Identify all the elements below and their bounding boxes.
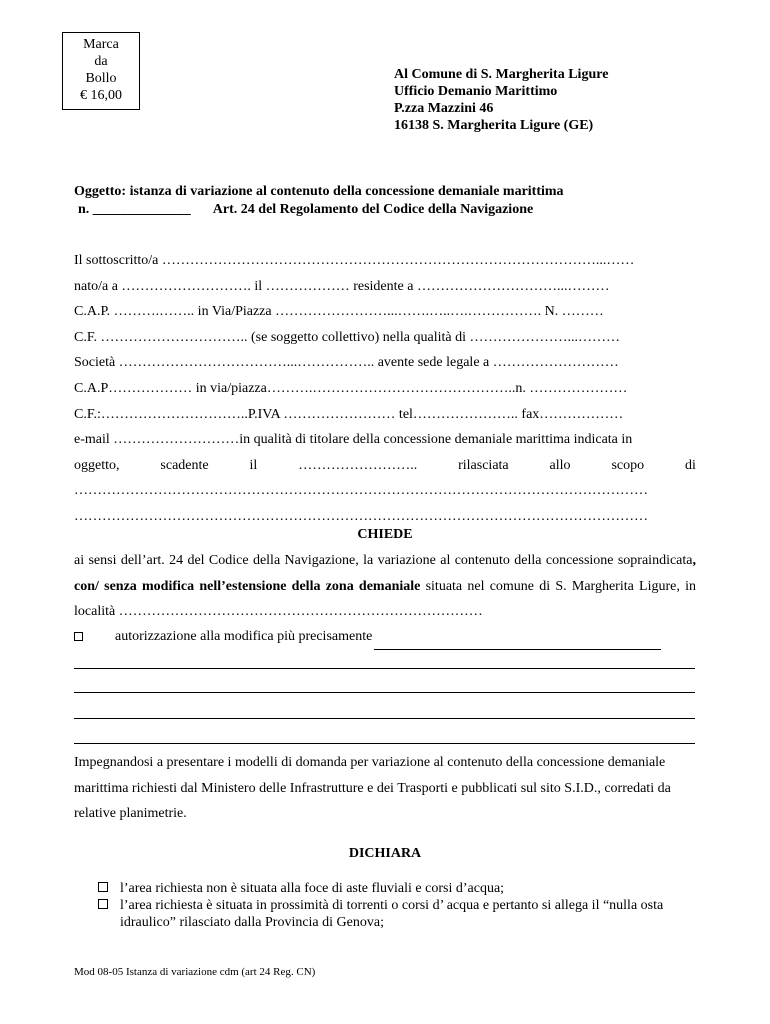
form-line-email[interactable]: e-mail ………………………in qualità di titolare della concessione demaniale marittima indicata in [74, 432, 633, 448]
declaration-item-content [98, 880, 696, 897]
form-line-company-address[interactable]: C.A.P……………… in via/piazza……….……………………………………..n. ………………… [74, 380, 628, 396]
expiry-word: allo [549, 457, 571, 473]
recipient-line: P.zza Mazzini 46 [394, 101, 494, 116]
declaration-text: l’area richiesta non è situata alla foce di aste fluviali e corsi d’acqua; [120, 881, 505, 896]
stamp-line: Bollo [85, 71, 117, 86]
expiry-date-field[interactable]: …………………….. [298, 457, 418, 473]
chiede-text-location[interactable]: situata nel comune di S. Margherita Ligure, in località …………………………………………………………………… [74, 578, 696, 620]
applicant-form [74, 252, 696, 534]
dichiara-heading: DICHIARA [348, 846, 422, 861]
chiede-text: ai sensi dell’art. 24 del Codice della Navigazione, la variazione al contenuto della concessione sopraindicata [74, 553, 693, 568]
form-line-address[interactable]: C.A.P. ……….…….. in Via/Piazza ……………………...…….…..….……………. N. ……… [74, 304, 604, 320]
expiry-word: oggetto, [74, 457, 120, 473]
concession-number-field[interactable]: n. ______________ [78, 202, 191, 217]
recipient-address [394, 66, 608, 134]
form-line-company[interactable]: Società ………………………………...…………….. avente sede legale a ……………………… [74, 355, 619, 371]
subject-line-2 [74, 201, 564, 219]
subject-block [74, 183, 564, 219]
authorization-detail-field[interactable] [374, 635, 661, 650]
subject-article: Art. 24 del Regolamento del Codice della Navigazione [212, 202, 534, 217]
recipient-line: Ufficio Demanio Marittimo [394, 84, 558, 99]
blank-write-line[interactable] [74, 743, 695, 744]
authorization-checkbox[interactable] [74, 632, 83, 641]
recipient-line: Al Comune di S. Margherita Ligure [394, 67, 609, 82]
declaration-checkbox[interactable] [98, 899, 108, 909]
stamp-line: da [94, 54, 108, 69]
chiede-paragraph [74, 548, 696, 625]
stamp-line: € 16,00 [80, 88, 122, 103]
impegno-paragraph: Impegnandosi a presentare i modelli di domanda per variazione al contenuto della concessione demaniale marittima richiesti dal Ministero delle Infrastrutture e dei Trasporti e pubblicati sul sito S.I.D., corredati da relative planimetrie. [74, 755, 671, 822]
expiry-word: il [249, 457, 258, 473]
expiry-word: scopo [611, 457, 645, 473]
expiry-word: di [685, 457, 696, 473]
blank-write-line[interactable] [74, 718, 695, 719]
form-line-name[interactable]: Il sottoscritto/a …………………………………………………………………………………...…… [74, 253, 635, 268]
authorization-label: autorizzazione alla modifica più precisamente [115, 629, 373, 644]
declaration-item-content [98, 897, 696, 931]
declaration-text: l’area richiesta è situata in prossimità di torrenti o corsi d’ acqua e pertanto si allega il “nulla osta idraulico” rilasciato dalla Provincia di Genova; [120, 898, 664, 930]
footer-form-code: Mod 08-05 Istanza di variazione cdm (art 24 Reg. CN) [74, 966, 316, 978]
blank-write-line[interactable] [74, 692, 695, 693]
form-line-purpose-1[interactable]: …………………………………………………………………………………………………………… [74, 483, 648, 499]
chiede-bold-text: , con/ senza modifica nell’estensione della zona demaniale [74, 553, 696, 594]
stamp-line: Marca [83, 37, 119, 52]
declaration-checkbox[interactable] [98, 882, 108, 892]
form-line-expiry[interactable] [74, 457, 696, 483]
authorization-row [74, 624, 696, 650]
revenue-stamp-box [62, 32, 140, 110]
declaration-item [98, 897, 696, 931]
form-line-purpose-2[interactable]: …………………………………………………………………………………………………………… [74, 508, 648, 524]
chiede-heading: CHIEDE [357, 527, 413, 542]
declaration-item [98, 880, 696, 897]
blank-write-line[interactable] [74, 668, 695, 669]
recipient-line: 16138 S. Margherita Ligure (GE) [394, 118, 594, 133]
subject-line: Oggetto: istanza di variazione al contenuto della concessione demaniale marittima [74, 184, 564, 199]
form-line-birth[interactable]: nato/a a ………………………. il ……………… residente a …………………………...……… [74, 278, 610, 294]
expiry-word: rilasciata [458, 457, 509, 473]
form-line-vat-contacts[interactable]: C.F.:…………………………..P.IVA …………………… tel………………….. fax……………… [74, 406, 624, 422]
form-line-fiscal-code[interactable]: C.F. ………………………….. (se soggetto collettivo) nella qualità di …………………...……… [74, 329, 620, 345]
expiry-word: scadente [160, 457, 209, 473]
